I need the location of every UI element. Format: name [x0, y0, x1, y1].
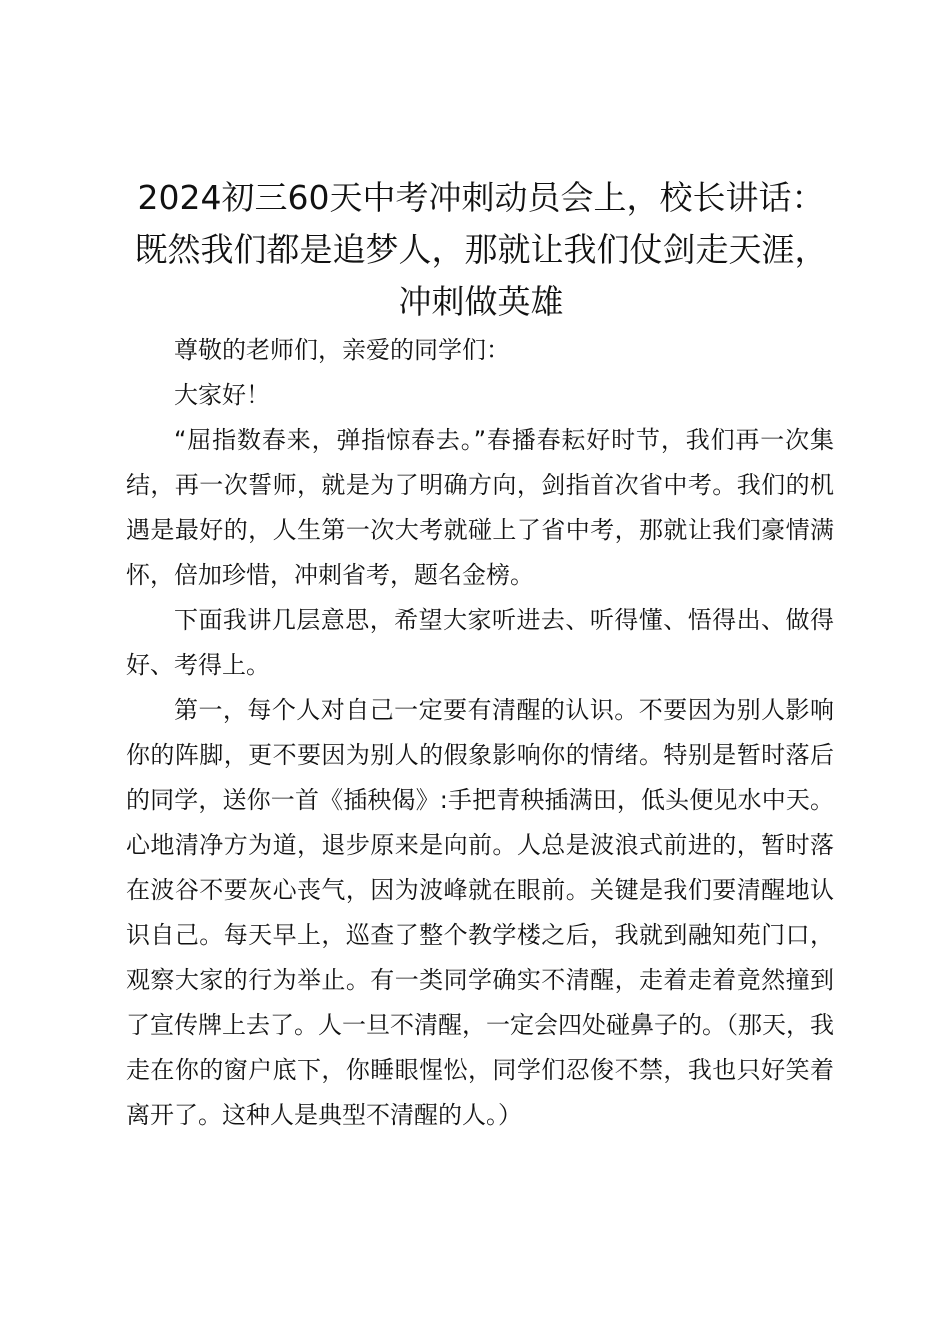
outline-paragraph: 下面我讲几层意思，希望大家听进去、听得懂、悟得出、做得好、考得上。: [126, 606, 834, 679]
first-point-paragraph: 第一，每个人对自己一定要有清醒的认识。不要因为别人影响你的阵脚，更不要因为别人的假象影响你的情绪。特别是暂时落后的同学，送你一首《插秧偈》:手把青秧插满田，低头便见水中天。心地清净方为道，退步原来是向前。人总是波浪式前进的，暂时落在波谷不要灰心丧气，因为波峰就在眼前。关键是我们要清醒地认识自己。每天早上，巡查了整个教学楼之后，我就到融知苑门口，观察大家的行为举止。有一类同学确实不清醒，走着走着竟然撞到了宣传牌上去了。人一旦不清醒，一定会四处碰鼻子的。（那天，我走在你的窗户底下，你睡眼惺忪，同学们忍俊不禁，我也只好笑着离开了。这种人是典型不清醒的人。）: [126, 696, 834, 1129]
intro-paragraph: “屈指数春来，弹指惊春去。”春播春耘好时节，我们再一次集结，再一次誓师，就是为了明确方向，剑指首次省中考。我们的机遇是最好的，人生第一次大考就碰上了省中考，那就让我们豪情满怀，倍加珍惜，冲刺省考，题名金榜。: [126, 426, 834, 589]
greeting-paragraph: 尊敬的老师们，亲爱的同学们：: [174, 336, 510, 364]
document-title: 2024初三60天中考冲刺动员会上，校长讲话：既然我们都是追梦人，那就让我们仗剑走天涯，冲刺做英雄: [134, 178, 828, 321]
document-body: [126, 328, 834, 1138]
salutation-paragraph: 大家好！: [174, 381, 270, 409]
